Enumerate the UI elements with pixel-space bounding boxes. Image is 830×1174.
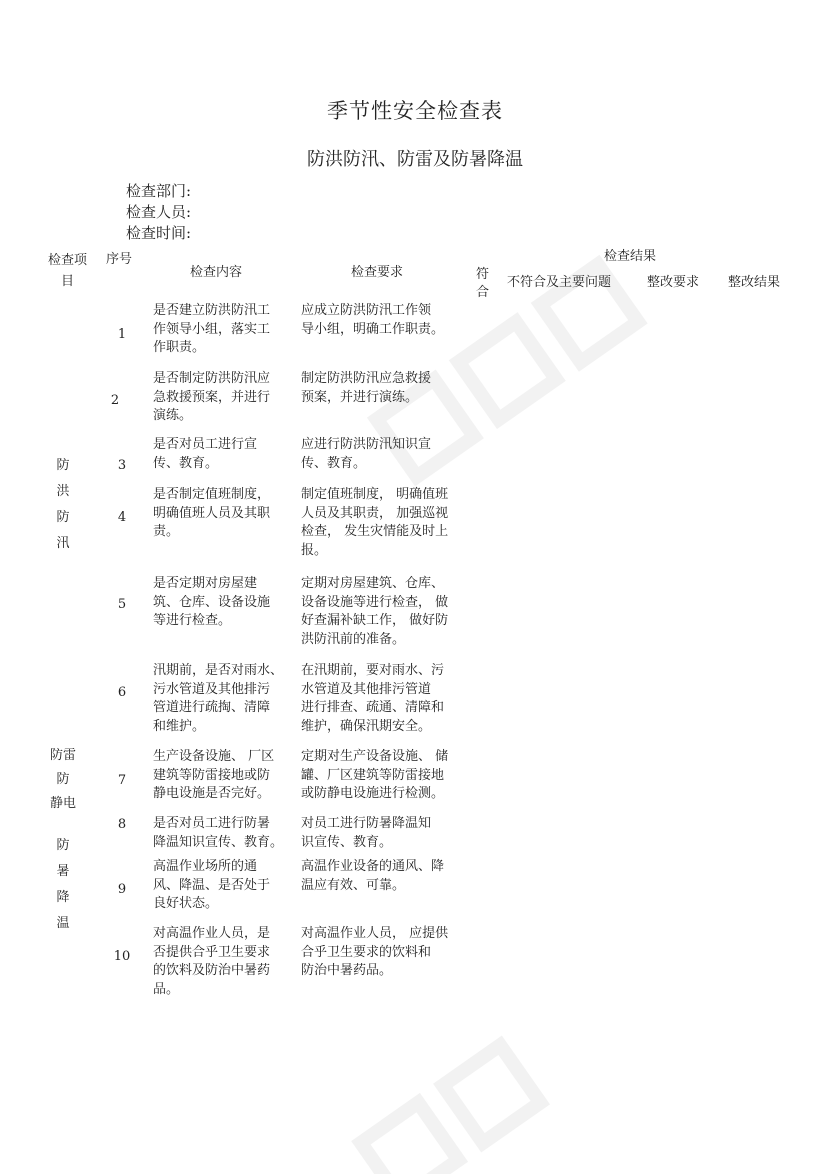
row-content <box>153 815 283 852</box>
requirement-line: 应进行防洪防汛知识宣 <box>301 437 432 452</box>
content-line: 和维护。 <box>153 718 206 734</box>
content-line: 的饮料及防治中暑药 <box>153 963 271 978</box>
content-line: 降温知识宣传、教育。 <box>153 834 284 850</box>
requirement-line: 识宣传、教育。 <box>301 834 393 850</box>
requirement-line: 合乎卫生要求的饮料和 <box>301 944 432 960</box>
header-requirement: 检查要求 <box>351 265 404 280</box>
category-lightning-part: 防雷 <box>49 748 76 763</box>
inspector-label: 检查人员: <box>126 203 192 221</box>
category-heat-char: 防 <box>56 838 70 853</box>
row-content <box>153 486 270 542</box>
content-line: 是否建立防洪防汛工 <box>153 303 271 318</box>
category-flood-char: 防 <box>56 510 70 525</box>
requirement-line: 高温作业设备的通风、降 <box>301 859 445 874</box>
header-result: 检查结果 <box>604 249 657 264</box>
row-requirement <box>301 815 431 852</box>
content-line: 作职责。 <box>153 340 206 355</box>
inspection-dept-label: 检查部门: <box>126 182 192 200</box>
content-line: 对高温作业人员，是 <box>153 926 271 941</box>
requirement-line: 对员工进行防暑降温知 <box>301 816 432 831</box>
requirement-line: 预案，并进行演练。 <box>301 389 419 405</box>
header-rectify-result: 整改结果 <box>728 275 781 290</box>
category-lightning-part: 静电 <box>49 796 76 811</box>
row-requirement <box>301 748 448 804</box>
row-number: 8 <box>117 817 127 832</box>
header-conform-line2: 合 <box>476 285 490 300</box>
row-number: 9 <box>117 882 127 897</box>
content-line: 良好状态。 <box>153 896 219 911</box>
requirement-line: 导小组，明确工作职责。 <box>301 321 445 337</box>
content-line: 汛期前，是否对雨水、 <box>153 663 284 678</box>
requirement-line: 防治中暑药品。 <box>301 963 393 978</box>
content-line: 管道进行疏掏、清障 <box>153 700 271 715</box>
header-item-line2: 目 <box>60 274 74 289</box>
content-line: 风、降温、是否处于 <box>153 877 271 893</box>
content-line: 作领导小组，落实工 <box>153 321 271 337</box>
header-content: 检查内容 <box>190 265 243 280</box>
requirement-line: 制定值班制度， 明确值班 <box>301 487 449 502</box>
content-line: 生产设备设施、 厂区 <box>153 749 275 764</box>
content-line: 是否制定值班制度， <box>153 487 271 502</box>
requirement-line: 设备设施等进行检查， 做 <box>301 594 449 610</box>
content-line: 品。 <box>153 981 180 997</box>
content-line: 筑、仓库、设备设施 <box>153 594 271 610</box>
header-conform <box>476 266 490 302</box>
row-requirement <box>301 575 448 649</box>
requirement-line: 定期对生产设备设施、 储 <box>301 749 449 764</box>
requirement-line: 进行排查、疏通、清障和 <box>301 700 445 715</box>
content-line: 是否定期对房屋建 <box>153 576 258 591</box>
row-number: 10 <box>113 949 131 964</box>
requirement-line: 制定防洪防汛应急救援 <box>301 371 432 386</box>
category-heat-char: 降 <box>56 890 70 905</box>
requirement-line: 维护，确保汛期安全。 <box>301 718 432 734</box>
category-lightning-part: 防 <box>56 772 70 787</box>
requirement-line: 定期对房屋建筑、仓库、 <box>301 576 445 591</box>
content-line: 否提供合乎卫生要求 <box>153 944 271 960</box>
content-line: 高温作业场所的通 <box>153 859 258 874</box>
row-content <box>153 748 274 804</box>
page-subtitle: 防洪防汛、防雷及防暑降温 <box>307 149 523 170</box>
row-requirement <box>301 486 448 560</box>
requirement-line: 检查， 发生灾情能及时上 <box>301 524 449 539</box>
row-requirement <box>301 925 448 981</box>
row-content <box>153 370 270 426</box>
requirement-line: 水管道及其他排污管道 <box>301 681 432 697</box>
category-flood-char: 洪 <box>56 484 70 499</box>
category-flood-char: 防 <box>56 458 70 473</box>
content-line: 传、教育。 <box>153 455 219 471</box>
row-number: 2 <box>110 393 120 408</box>
row-content <box>153 925 270 999</box>
category-heat-char: 温 <box>56 916 70 931</box>
header-item <box>40 252 95 291</box>
requirement-line: 应成立防洪防汛工作领 <box>301 303 432 318</box>
header-item-line1: 检查项 <box>47 253 87 268</box>
content-line: 责。 <box>153 524 180 539</box>
requirement-line: 温应有效、可靠。 <box>301 877 406 893</box>
requirement-line: 好查漏补缺工作， 做好防 <box>301 613 449 628</box>
content-line: 建筑等防雷接地或防 <box>153 767 271 783</box>
row-requirement <box>301 436 431 473</box>
content-line: 是否对员工进行宣 <box>153 437 258 452</box>
row-number: 4 <box>117 510 127 525</box>
content-line: 演练。 <box>153 408 193 423</box>
requirement-line: 对高温作业人员， 应提供 <box>301 926 449 941</box>
requirement-line: 罐、厂区建筑等防雷接地 <box>301 767 445 783</box>
row-content <box>153 662 283 736</box>
content-line: 静电设施是否完好。 <box>153 786 271 801</box>
category-heat <box>43 833 83 937</box>
requirement-line: 或防静电设施进行检测。 <box>301 786 445 801</box>
content-line: 明确值班人员及其职 <box>153 505 271 521</box>
row-content <box>153 436 257 473</box>
row-requirement <box>301 858 444 895</box>
category-lightning <box>43 744 83 816</box>
requirement-line: 传、教育。 <box>301 455 367 471</box>
content-line: 污水管道及其他排污 <box>153 681 271 697</box>
row-number: 3 <box>117 458 127 473</box>
category-flood-char: 汛 <box>56 536 70 551</box>
category-heat-char: 暑 <box>56 864 70 879</box>
content-line: 是否对员工进行防暑 <box>153 816 271 831</box>
header-seq: 序号 <box>106 252 133 267</box>
inspection-time-label: 检查时间: <box>126 224 192 242</box>
page-title: 季节性安全检查表 <box>327 99 503 123</box>
row-requirement <box>301 302 444 339</box>
content-line: 等进行检查。 <box>153 613 232 628</box>
requirement-line: 报。 <box>301 542 328 558</box>
requirement-line: 人员及其职责， 加强巡视 <box>301 505 449 521</box>
row-content <box>153 302 270 358</box>
row-number: 6 <box>117 685 127 700</box>
header-rectify-requirement: 整改要求 <box>647 275 700 290</box>
row-requirement <box>301 370 431 407</box>
row-content <box>153 858 270 914</box>
row-content <box>153 575 270 631</box>
row-number: 1 <box>117 327 127 342</box>
requirement-line: 在汛期前，要对雨水、污 <box>301 663 445 678</box>
row-requirement <box>301 662 444 736</box>
requirement-line: 洪防汛前的准备。 <box>301 631 406 647</box>
row-number: 5 <box>117 597 127 612</box>
content-line: 急救援预案，并进行 <box>153 389 271 405</box>
header-nonconform: 不符合及主要问题 <box>507 275 612 290</box>
content-line: 是否制定防洪防汛应 <box>153 371 271 386</box>
header-conform-line1: 符 <box>476 267 490 282</box>
category-flood <box>43 453 83 557</box>
row-number: 7 <box>117 773 127 788</box>
